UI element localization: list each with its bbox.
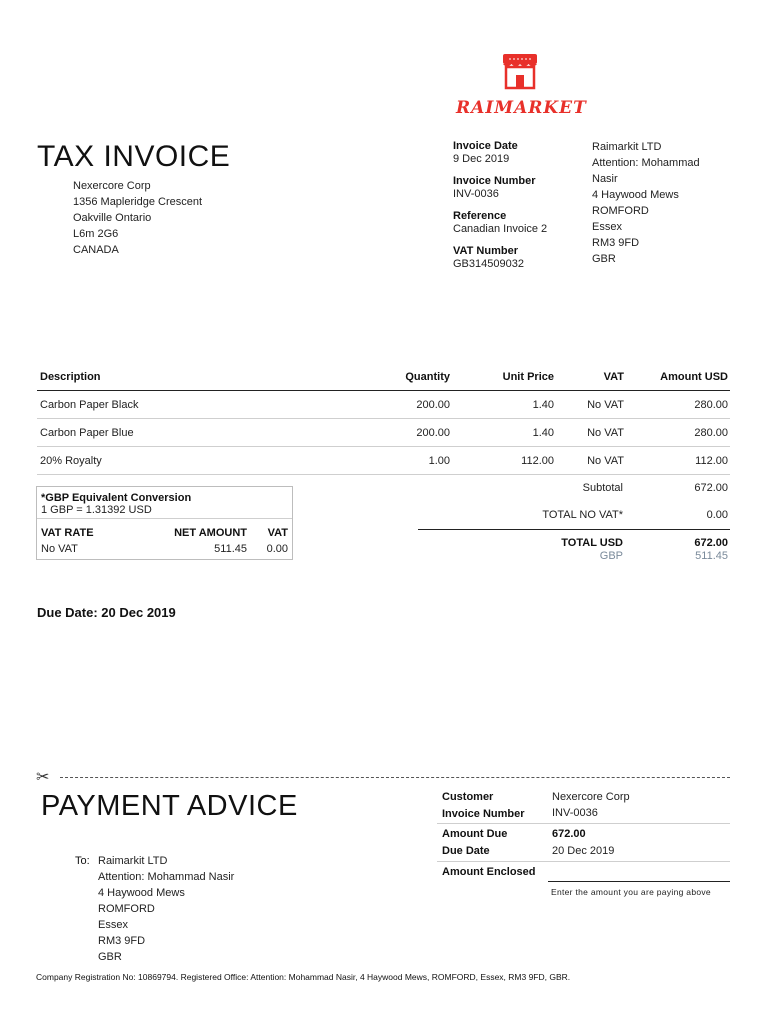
row-vat: No VAT: [587, 455, 624, 467]
seller-address: [592, 139, 722, 267]
customer-label: Customer: [442, 791, 494, 803]
address-line: Nasir: [592, 173, 618, 185]
amount-enclosed-field[interactable]: [548, 881, 730, 882]
conversion-rate: 1 GBP = 1.31392 USD: [41, 504, 152, 516]
col-description: Description: [40, 371, 101, 383]
row-unit-price: 112.00: [521, 455, 554, 467]
amount-due-value: 672.00: [552, 828, 586, 840]
due-date: Due Date: 20 Dec 2019: [37, 605, 176, 620]
vat-value: 0.00: [266, 543, 288, 555]
vat-number-label: VAT Number: [453, 245, 518, 257]
address-line: GBR: [98, 951, 122, 963]
due-date-value: 20 Dec 2019: [552, 845, 615, 857]
row-amount: 280.00: [694, 427, 728, 439]
reference-label: Reference: [453, 210, 507, 222]
vat-total-label: TOTAL NO VAT*: [542, 509, 623, 521]
address-line: 1356 Mapleridge Crescent: [73, 196, 203, 208]
gbp-value: 511.45: [695, 550, 728, 562]
row-vat: No VAT: [587, 399, 624, 411]
vat-total-value: 0.00: [706, 509, 728, 521]
address-line: 4 Haywood Mews: [98, 887, 185, 899]
vat-rate-header: VAT RATE: [41, 527, 94, 539]
amount-enclosed-label: Amount Enclosed: [442, 866, 536, 878]
invoice-date-value: 9 Dec 2019: [453, 153, 510, 165]
row-amount: 280.00: [694, 399, 728, 411]
row-vat: No VAT: [587, 427, 624, 439]
col-unit-price: Unit Price: [502, 371, 554, 383]
gbp-conversion-box: [36, 486, 293, 560]
total-rule: [418, 529, 730, 530]
brand-name: RAIMARKET: [456, 98, 587, 118]
total-usd-label: TOTAL USD: [561, 537, 623, 549]
reference-value: Canadian Invoice 2: [453, 223, 548, 235]
subtotal-value: 672.00: [694, 482, 728, 494]
details-divider: [437, 861, 730, 862]
address-line: L6m 2G6: [73, 228, 119, 240]
company-registration-footer: Company Registration No: 10869794. Registered Office: Attention: Mohammad Nasir, 4 Haywood Mews, ROMFORD, Essex, RM3 9FD, GBR.: [36, 972, 571, 982]
address-line: Nexercore Corp: [73, 180, 151, 192]
vat-rate-value: No VAT: [41, 543, 78, 555]
address-line: Oakville Ontario: [73, 212, 152, 224]
row-unit-price: 1.40: [532, 427, 554, 439]
address-line: RM3 9FD: [592, 237, 640, 249]
invoice-title: TAX INVOICE: [37, 140, 231, 173]
address-line: Attention: Mohammad Nasir: [98, 871, 235, 883]
customer-value: Nexercore Corp: [552, 791, 630, 803]
address-line: ROMFORD: [592, 205, 649, 217]
row-quantity: 1.00: [428, 455, 450, 467]
address-line: Essex: [592, 221, 622, 233]
row-description: Carbon Paper Black: [40, 399, 139, 411]
col-vat: VAT: [603, 371, 624, 383]
vat-header: VAT: [267, 527, 288, 539]
address-line: ROMFORD: [98, 903, 155, 915]
payment-to-address: [98, 853, 234, 965]
col-quantity: Quantity: [405, 371, 450, 383]
row-divider: [37, 446, 730, 447]
row-quantity: 200.00: [416, 399, 450, 411]
subtotal-label: Subtotal: [582, 482, 623, 494]
vat-number-value: GB314509032: [453, 258, 524, 270]
address-line: GBR: [592, 253, 616, 265]
total-usd-value: 672.00: [694, 537, 728, 549]
conversion-title: *GBP Equivalent Conversion: [41, 492, 192, 504]
address-line: 4 Haywood Mews: [592, 189, 679, 201]
invoice-date-label: Invoice Date: [453, 140, 518, 152]
row-description: 20% Royalty: [40, 455, 102, 467]
row-amount: 112.00: [695, 455, 728, 467]
row-quantity: 200.00: [416, 427, 450, 439]
address-line: Raimarkit LTD: [592, 141, 662, 153]
address-line: CANADA: [73, 244, 119, 256]
bill-to-address: [73, 178, 202, 258]
address-line: Raimarkit LTD: [98, 855, 168, 867]
payment-advice-title: PAYMENT ADVICE: [41, 790, 298, 822]
row-unit-price: 1.40: [532, 399, 554, 411]
net-amount-value: 511.45: [214, 543, 247, 555]
net-amount-header: NET AMOUNT: [174, 527, 247, 539]
to-label: To:: [75, 855, 90, 867]
conversion-divider: [37, 518, 292, 519]
table-header-rule: [37, 390, 730, 391]
scissors-icon: ✂: [36, 769, 50, 786]
cut-line: [60, 777, 730, 778]
invoice-meta: [453, 140, 583, 271]
invoice-number-label: Invoice Number: [442, 808, 525, 820]
invoice-number-label: Invoice Number: [453, 175, 536, 187]
address-line: RM3 9FD: [98, 935, 146, 947]
row-divider: [37, 418, 730, 419]
storefront-icon: [500, 50, 540, 90]
company-logo: [456, 48, 586, 120]
address-line: Essex: [98, 919, 128, 931]
col-amount: Amount USD: [660, 371, 728, 383]
due-date-label: Due Date: [442, 845, 490, 857]
enclosed-hint: Enter the amount you are paying above: [551, 887, 711, 897]
invoice-number-value: INV-0036: [552, 807, 598, 819]
gbp-label: GBP: [599, 550, 623, 562]
amount-due-label: Amount Due: [442, 828, 508, 840]
address-line: Attention: Mohammad: [592, 157, 700, 169]
row-divider: [37, 474, 730, 475]
details-divider: [437, 823, 730, 824]
invoice-number-value: INV-0036: [453, 188, 499, 200]
row-description: Carbon Paper Blue: [40, 427, 134, 439]
